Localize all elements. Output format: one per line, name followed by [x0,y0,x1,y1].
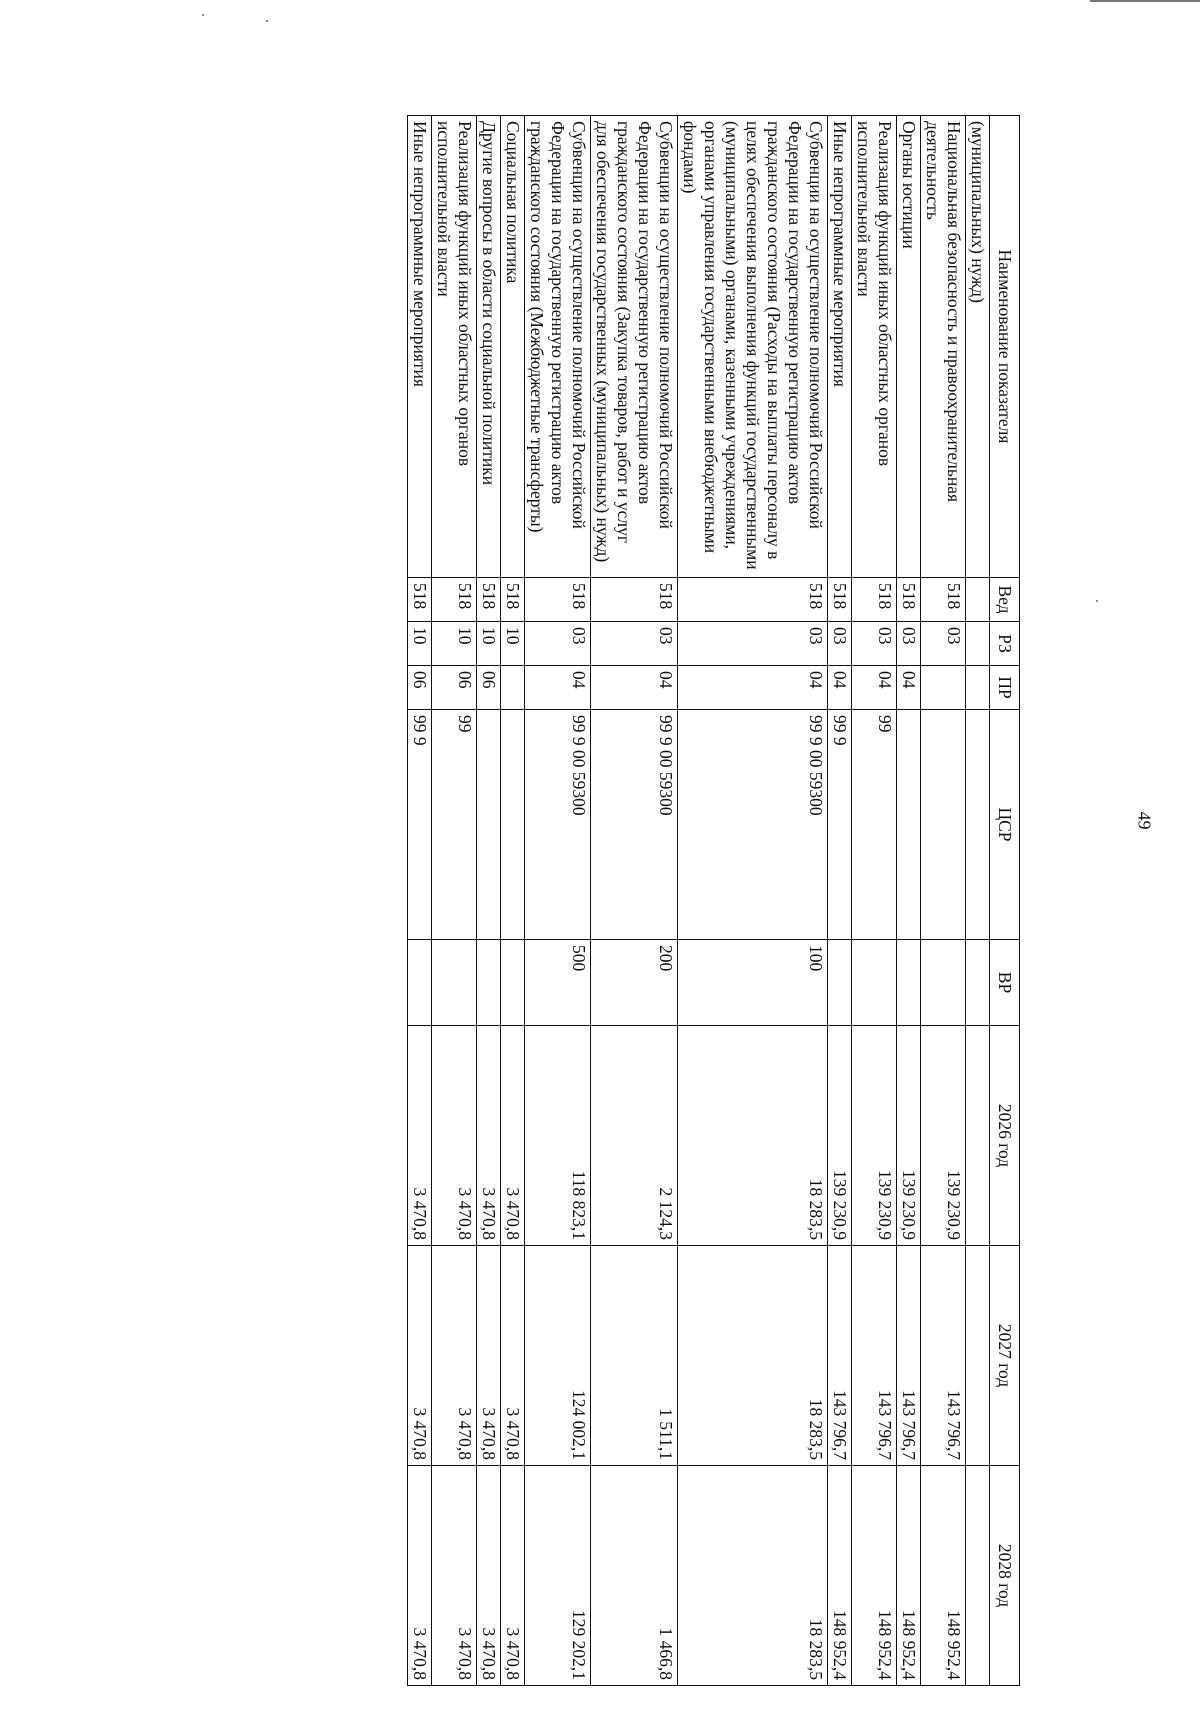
cell-ved: 518 [591,578,678,622]
cell-csr [897,710,921,940]
table-row [501,116,525,1686]
cell-vr: 100 [678,940,828,1026]
cell-csr: 99 9 [828,710,852,940]
cell-name: Субвенции на осуществление полномочий Российской Федерации на государственную регистрацию актов гражданского состояния (Закупка товаров, работ и услуг для обеспечения государственных (муниципальных) нужд) [591,116,678,578]
cell-ved: 518 [477,578,501,622]
cell-rz: 10 [501,622,525,666]
cell-2027: 3 470,8 [408,1246,432,1466]
header-2026: 2026 год [990,1026,1020,1246]
cell-2026: 139 230,9 [897,1026,921,1246]
header-rz: РЗ [990,622,1020,666]
cell-2028: 18 283,5 [678,1466,828,1686]
cell-ved: 518 [897,578,921,622]
cell-vr [828,940,852,1026]
cell-2026 [966,1026,990,1246]
cell-rz: 10 [477,622,501,666]
cell-2028: 3 470,8 [501,1466,525,1686]
cell-vr [897,940,921,1026]
cell-2027: 143 796,7 [897,1246,921,1466]
header-name: Наименование показателя [990,116,1020,578]
table-row [921,116,966,1686]
cell-rz: 03 [591,622,678,666]
cell-vr [852,940,897,1026]
cell-pr: 04 [525,666,591,710]
header-pr: ПР [990,666,1020,710]
header-csr: ЦСР [990,710,1020,940]
cell-2026: 2 124,3 [591,1026,678,1246]
cell-csr: 99 9 [408,710,432,940]
cell-csr [501,710,525,940]
cell-2028: 3 470,8 [477,1466,501,1686]
cell-csr: 99 9 00 59300 [591,710,678,940]
cell-ved [966,578,990,622]
cell-ved: 518 [432,578,477,622]
cell-vr [966,940,990,1026]
cell-2028: 148 952,4 [921,1466,966,1686]
cell-rz: 03 [525,622,591,666]
cell-rz: 03 [897,622,921,666]
cell-2027: 3 470,8 [432,1246,477,1466]
cell-name: Национальная безопасность и правоохранительная деятельность [921,116,966,578]
cell-vr [921,940,966,1026]
cell-pr: 06 [432,666,477,710]
cell-csr: 99 [432,710,477,940]
header-row [990,116,1020,1686]
cell-name: Реализация функций иных областных органов исполнительной власти [852,116,897,578]
cell-2027: 124 002,1 [525,1246,591,1466]
cell-2028: 129 202,1 [525,1466,591,1686]
cell-csr [966,710,990,940]
cell-ved: 518 [852,578,897,622]
cell-2028: 3 470,8 [408,1466,432,1686]
cell-name: Иные непрограммные мероприятия [828,116,852,578]
table-row [432,116,477,1686]
scan-speck [266,20,268,22]
table-row [477,116,501,1686]
page-number: 49 [1134,811,1155,830]
cell-2028: 148 952,4 [828,1466,852,1686]
cell-2027: 143 796,7 [921,1246,966,1466]
cell-2026: 139 230,9 [921,1026,966,1246]
table-row [591,116,678,1686]
table-row [897,116,921,1686]
cell-pr: 04 [591,666,678,710]
cell-2028 [966,1466,990,1686]
cell-ved: 518 [828,578,852,622]
cell-rz: 03 [921,622,966,666]
cell-ved: 518 [501,578,525,622]
cell-ved: 518 [408,578,432,622]
cell-2028: 3 470,8 [432,1466,477,1686]
scan-speck [202,14,204,16]
cell-2026: 3 470,8 [501,1026,525,1246]
cell-name: Реализация функций иных областных органов исполнительной власти [432,116,477,578]
cell-vr [408,940,432,1026]
cell-2027: 18 283,5 [678,1246,828,1466]
cell-rz: 03 [828,622,852,666]
cell-csr [921,710,966,940]
cell-ved: 518 [678,578,828,622]
cell-2026: 118 823,1 [525,1026,591,1246]
cell-name: Субвенции на осуществление полномочий Российской Федерации на государственную регистрацию актов гражданского состояния (Межбюджетные трансферты) [525,116,591,578]
cell-pr [966,666,990,710]
cell-pr: 04 [897,666,921,710]
cell-name: Иные непрограммные мероприятия [408,116,432,578]
table-row [678,116,828,1686]
cell-2028: 148 952,4 [897,1466,921,1686]
header-2028: 2028 год [990,1466,1020,1686]
cell-vr: 200 [591,940,678,1026]
cell-csr: 99 9 00 59300 [678,710,828,940]
table-body [408,116,990,1686]
table-row [852,116,897,1686]
rotated-table-page [0,115,1020,1685]
cell-pr: 06 [408,666,432,710]
scan-edge-mark [1090,0,1200,2]
table-row [966,116,990,1686]
cell-name: Субвенции на осуществление полномочий Российской Федерации на государственную регистрацию актов гражданского состояния (Расходы на выплаты персоналу в целях обеспечения выполнения функций государственными (муниципальными) органами, казенными учреждениями, органами управления государственными внебюджетными фондами) [678,116,828,578]
cell-2026: 3 470,8 [408,1026,432,1246]
cell-2026: 139 230,9 [852,1026,897,1246]
cell-2027: 143 796,7 [852,1246,897,1466]
cell-pr: 04 [828,666,852,710]
cell-csr: 99 [852,710,897,940]
budget-table [407,115,1020,1686]
cell-2027: 1 511,1 [591,1246,678,1466]
cell-2027 [966,1246,990,1466]
cell-2026: 3 470,8 [477,1026,501,1246]
cell-2028: 148 952,4 [852,1466,897,1686]
cell-ved: 518 [525,578,591,622]
cell-rz: 03 [678,622,828,666]
cell-csr [477,710,501,940]
cell-pr [501,666,525,710]
cell-rz: 10 [408,622,432,666]
cell-2028: 1 466,8 [591,1466,678,1686]
cell-vr: 500 [525,940,591,1026]
scan-speck [1096,600,1098,602]
cell-2026: 18 283,5 [678,1026,828,1246]
cell-name: Органы юстиции [897,116,921,578]
cell-name: Социальная политика [501,116,525,578]
cell-2027: 143 796,7 [828,1246,852,1466]
cell-ved: 518 [921,578,966,622]
header-ved: Вед [990,578,1020,622]
cell-rz [966,622,990,666]
table-row [408,116,432,1686]
cell-rz: 03 [852,622,897,666]
table-row [828,116,852,1686]
cell-rz: 10 [432,622,477,666]
cell-2027: 3 470,8 [501,1246,525,1466]
cell-2026: 3 470,8 [432,1026,477,1246]
cell-vr [477,940,501,1026]
header-vr: ВР [990,940,1020,1026]
cell-csr: 99 9 00 59300 [525,710,591,940]
cell-name: Другие вопросы в области социальной политики [477,116,501,578]
cell-vr [432,940,477,1026]
cell-2027: 3 470,8 [477,1246,501,1466]
cell-pr: 04 [678,666,828,710]
cell-vr [501,940,525,1026]
cell-pr [921,666,966,710]
cell-pr: 06 [477,666,501,710]
cell-name: (муниципальных) нужд) [966,116,990,578]
cell-pr: 04 [852,666,897,710]
cell-2026: 139 230,9 [828,1026,852,1246]
header-2027: 2027 год [990,1246,1020,1466]
table-row [525,116,591,1686]
